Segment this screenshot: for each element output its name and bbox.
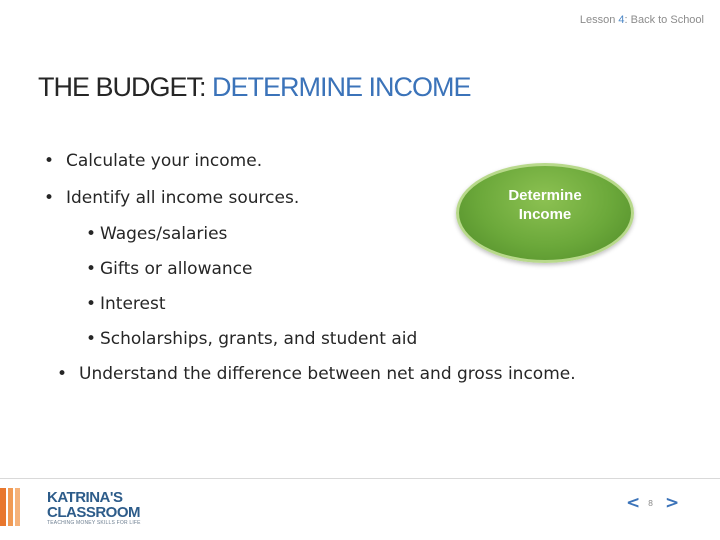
bullet-dot: •	[44, 151, 55, 171]
prev-button[interactable]: <	[626, 493, 641, 513]
bullet-text: Gifts or allowance	[100, 259, 253, 279]
bullet-dot: •	[86, 224, 97, 244]
bullet-item	[57, 364, 576, 384]
bullet-text: Wages/salaries	[100, 224, 228, 244]
logo	[47, 490, 141, 527]
sub-bullet-item	[86, 259, 252, 279]
sub-bullet-item	[86, 224, 227, 244]
sub-bullet-item	[86, 294, 166, 314]
bullet-item	[44, 151, 262, 171]
bullet-text: Calculate your income.	[66, 151, 263, 171]
oval-label	[490, 186, 600, 224]
logo-line1: KATRINA'S	[47, 489, 123, 506]
lesson-number: 4	[618, 14, 625, 26]
bullet-dot: •	[44, 188, 55, 208]
logo-line2: CLASSROOM	[47, 504, 140, 521]
sub-bullet-item	[86, 329, 417, 349]
title-prefix: THE BUDGET:	[38, 72, 213, 102]
logo-tagline: TEACHING MONEY SKILLS FOR LIFE	[47, 520, 141, 526]
lesson-header	[580, 14, 704, 26]
bullet-item	[44, 188, 299, 208]
bullet-dot: •	[57, 364, 68, 384]
bullet-dot: •	[86, 259, 97, 279]
bullet-text: Understand the difference between net and gross income.	[79, 364, 576, 384]
title-highlight: DETERMINE INCOME	[212, 72, 471, 102]
bullet-text: Identify all income sources.	[66, 188, 300, 208]
footer-divider	[0, 478, 720, 479]
page-number: 8	[648, 499, 654, 508]
next-button[interactable]: >	[665, 493, 680, 513]
lesson-prefix: Lesson	[579, 14, 619, 26]
determine-income-oval	[456, 163, 634, 263]
lesson-suffix: : Back to School	[624, 14, 704, 26]
bullet-dot: •	[86, 329, 97, 349]
pager	[620, 493, 686, 515]
bullet-dot: •	[86, 294, 97, 314]
bullet-text: Interest	[100, 294, 166, 314]
logo-stripes-icon	[0, 488, 22, 526]
oval-label-line1: Determine	[508, 187, 582, 204]
slide-title	[38, 72, 471, 103]
oval-label-line2: Income	[518, 206, 572, 223]
bullet-text: Scholarships, grants, and student aid	[100, 329, 418, 349]
